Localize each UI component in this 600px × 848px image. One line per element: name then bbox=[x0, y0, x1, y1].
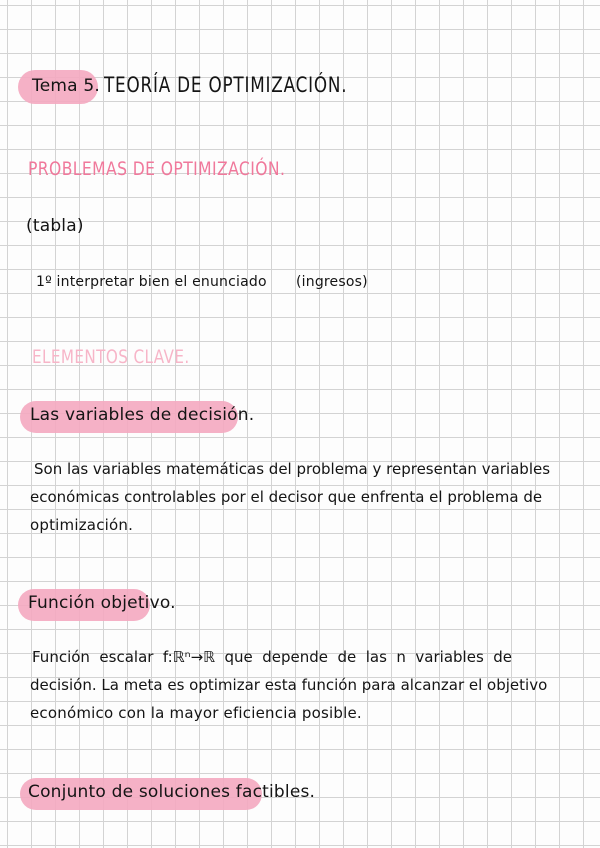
objective-heading: Función objetivo. bbox=[28, 593, 176, 613]
section-heading-problems: PROBLEMAS DE OPTIMIZACIÓN. bbox=[28, 158, 286, 180]
section-heading-elements: ELEMENTOS CLAVE. bbox=[32, 346, 190, 368]
note-tabla: (tabla) bbox=[26, 216, 84, 236]
objective-line-2: decisión. La meta es optimizar esta función para alcanzar el objetivo bbox=[30, 676, 548, 694]
variables-line-2: económicas controlables por el decisor que enfrenta el problema de bbox=[30, 488, 543, 506]
objective-line-3: económico con la mayor eficiencia posible. bbox=[30, 704, 362, 722]
step-1-note: (ingresos) bbox=[296, 274, 368, 290]
objective-line-1: Función escalar f:ℝⁿ→ℝ que depende de las n variables de bbox=[32, 648, 512, 666]
variables-heading: Las variables de decisión. bbox=[30, 405, 255, 425]
variables-line-3: optimización. bbox=[30, 516, 134, 534]
title-tema-label: Tema 5. bbox=[32, 76, 100, 96]
page-title: TEORÍA DE OPTIMIZACIÓN. bbox=[104, 73, 348, 97]
feasible-heading: Conjunto de soluciones factibles. bbox=[28, 782, 316, 802]
step-1-text: 1º interpretar bien el enunciado bbox=[36, 274, 267, 290]
variables-line-1: Son las variables matemáticas del problema y representan variables bbox=[34, 460, 551, 478]
